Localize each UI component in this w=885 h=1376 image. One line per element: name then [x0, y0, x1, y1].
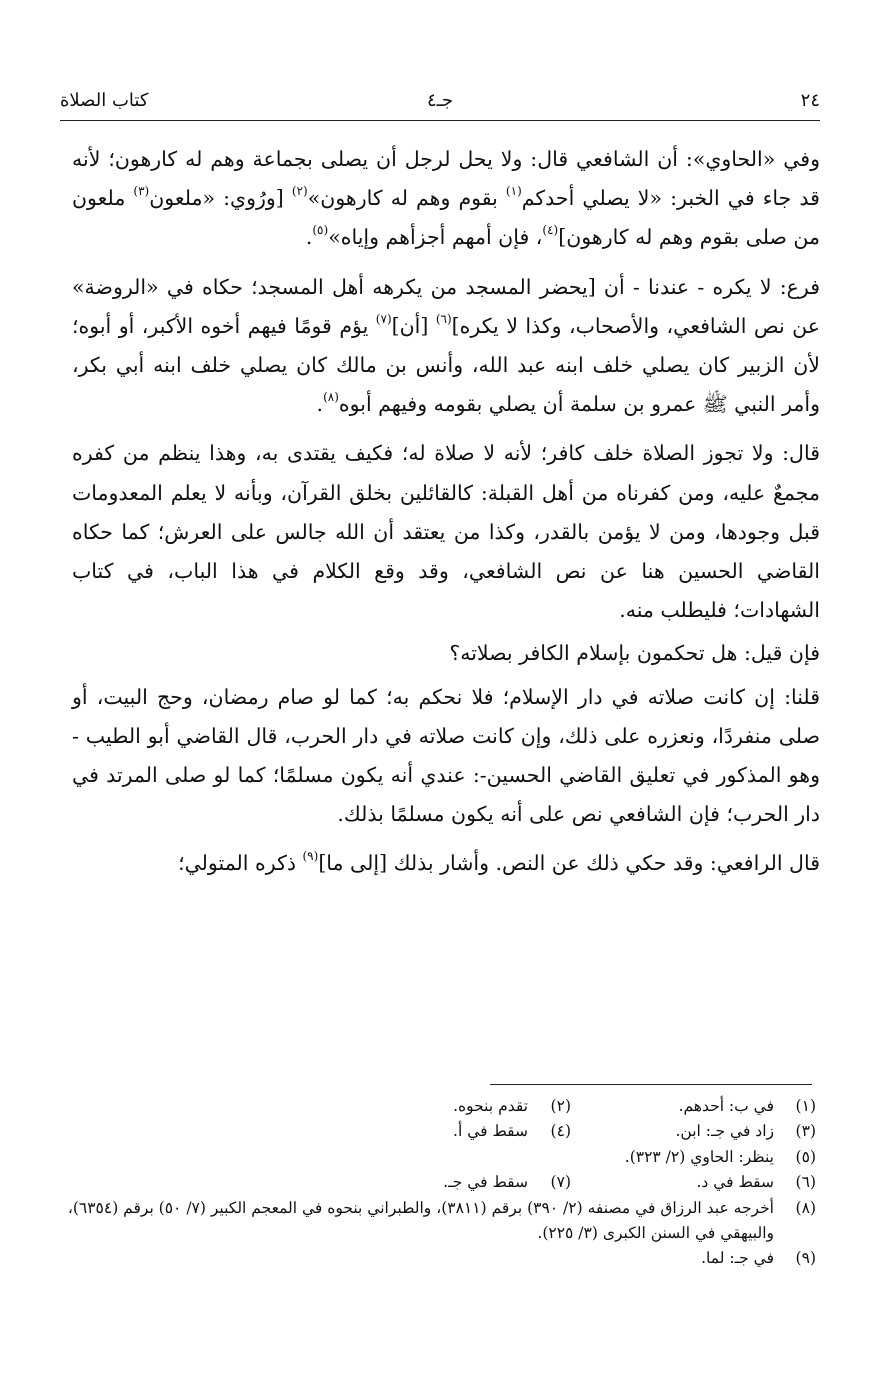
volume-label: جـ٤ [426, 90, 454, 111]
footnote-9: في جـ: لما. [701, 1249, 774, 1268]
footnote-4: سقط في أ. [453, 1122, 528, 1141]
footnote-ref-5: (٥) [312, 223, 329, 238]
paragraph-5: قلنا: إن كانت صلاته في دار الإسلام؛ فلا نحكم به؛ كما لو صام رمضان، وحج البيت، أو صلى منفردًا، ونعزره على ذلك، وإن كانت صلاته في دار الحرب، قال القاضي أبو الطيب - وهو المذكور في تعليق القاضي الحسين-: عندي أنه يكون مسلمًا؛ كما لو صلى المرتد في دار الحرب؛ فإن الشافعي نص على أنه يكون مسلمًا بذلك. [72, 684, 820, 827]
paragraph-1: وفي «الحاوي»: أن الشافعي قال: ولا يحل لرجل أن يصلى بجماعة وهم له كارهون؛ لأنه قد جاء في الخبر: «لا يصلي أحدكم$^{(١)}$ بقوم وهم له كارهون»$^{(٢)}$ [ورُوي: «ملعون$^{(٣)}$ ملعون من صلى بقوم وهم له كارهون]$^{(٤)}$، فإن أمهم أجزأهم وإياه»$^{(٥)}$. [72, 147, 820, 250]
footnote-1: في ب: أحدهم. [678, 1097, 774, 1115]
footnote-ref-4: (٤) [542, 223, 559, 238]
main-text [72, 140, 820, 894]
footnote-ref-3: (٣) [133, 184, 150, 199]
paragraph-6: قال الرافعي: وقد حكي ذلك عن النص. وأشار بذلك [إلى ما]$^{(٩)}$ ذكره المتولي؛ [178, 849, 820, 876]
footnote-row: (٩) في جـ: لما. [64, 1246, 816, 1271]
paragraph-3: قال: ولا تجوز الصلاة خلف كافر؛ لأنه لا صلاة له؛ فكيف يقتدى به، وهذا ينظم من كفره مجمعٌ عليه، ومن كفرناه من أهل القبلة: كالقائلين بخلق القرآن، وبأنه لا يعلم المعدومات قبل وجودها، ومن لا يؤمن بالقدر، وكذا من يعتقد أن الله جالس على العرش؛ كما حكاه القاضي الحسين هنا عن نص الشافعي، وقد وقع الكلام في هذا الباب، في كتاب الشهادات؛ فليطلب منه. [72, 441, 820, 623]
footnote-ref-8: (٨) [323, 390, 339, 405]
footnote-row: (٥) ينظر: الحاوي (٢/ ٣٢٣). [64, 1145, 816, 1170]
footnote-ref-7: (٧) [375, 311, 392, 326]
footnote-7: سقط في جـ. [443, 1173, 528, 1192]
section-lead: فرع: [771, 274, 820, 299]
paragraph-2: فرع: لا يكره - عندنا - أن [يحضر المسجد من يكرهه أهل المسجد؛ حكاه في «الروضة» عن نص الشافعي، والأصحاب، وكذا لا يكره]$^{(٦)}$ [أن]$^{(٧)}$ يؤم قومًا فيهم أخوه الأكبر، أو أبوه؛ لأن الزبير كان يصلي خلف ابنه عبد الله، وأنس بن مالك كان يصلي خلف ابنه أبي بكر، وأمر النبي ﷺ عمرو بن سلمة أن يصلي بقومه وفيهم أبوه$^{(٨)}$. [72, 274, 820, 417]
footnote-3: زاد في جـ: ابن. [675, 1122, 774, 1141]
footnotes [64, 1094, 816, 1272]
footnote-row: (٣) زاد في جـ: ابن. (٤) سقط في أ. [64, 1119, 816, 1144]
header-divider [60, 120, 820, 121]
running-header [60, 88, 820, 114]
paragraph-4: فإن قيل: هل تحكمون بإسلام الكافر بصلاته؟ [449, 641, 820, 666]
footnote-8: أخرجه عبد الرزاق في مصنفه (٢/ ٣٩٠) برقم (٣٨١١)، والطبراني بنحوه في المعجم الكبير (٧/ ٥٠) برقم (٦٣٥٤)، والبيهقي في السنن الكبرى (٣/ ٢٢٥). [67, 1198, 774, 1242]
footnote-2: تقدم بنحوه. [453, 1097, 528, 1115]
book-title: كتاب الصلاة [60, 90, 149, 111]
footnote-ref-2: (٢) [291, 184, 308, 199]
footnote-row: (٨) أخرجه عبد الرزاق في مصنفه (٢/ ٣٩٠) برقم (٣٨١١)، والطبراني بنحوه في المعجم الكبير (٧/ ٥٠) برقم (٦٣٥٤)، والبيهقي في السنن الكبرى (٣/ ٢٢٥). [64, 1196, 816, 1247]
footnote-ref-6: (٦) [435, 311, 452, 326]
footnote-5: ينظر: الحاوي (٢/ ٣٢٣). [624, 1147, 774, 1166]
footnote-row: (١) في ب: أحدهم. (٢) تقدم بنحوه. [64, 1094, 816, 1119]
footnote-divider [490, 1084, 812, 1085]
footnote-6: سقط في د. [696, 1173, 774, 1192]
footnote-row: (٦) سقط في د. (٧) سقط في جـ. [64, 1170, 816, 1195]
footnote-ref-9: (٩) [302, 849, 319, 864]
footnote-ref-1: (١) [505, 184, 522, 199]
page-number: ٢٤ [800, 90, 820, 111]
